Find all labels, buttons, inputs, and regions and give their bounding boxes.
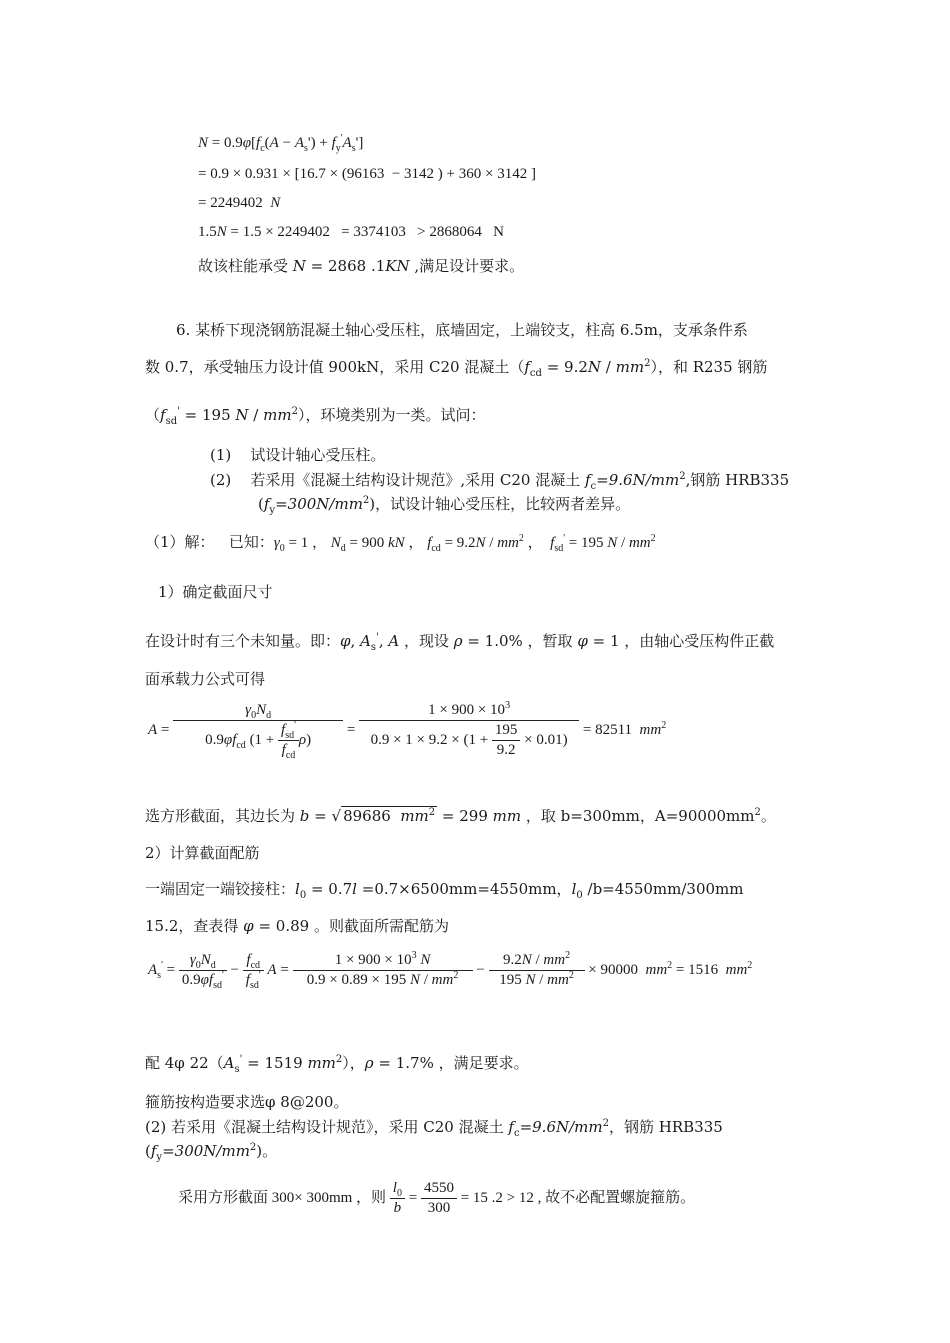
calc-line-3: = 2249402 N xyxy=(198,195,281,211)
text-side-length: 选方形截面，其边长为 b = √ 89686 $mm^2 = 299$ mm ，取 b=300mm，$A=90000mm^2$。 xyxy=(145,807,776,825)
calc-conclusion: 故该柱能承受 N = 2868 .1KN ,满足设计要求。 xyxy=(198,257,525,275)
step-2-heading: 2）计算截面配筋 xyxy=(145,844,260,862)
problem-line-3: （$f_{sd}' = 195$ N / $mm^2$），环境类别为一类。试问： xyxy=(145,406,486,427)
question-2: (2) 若采用《混凝土结构设计规范》,采用 C20 混凝土 $f_c=9.6N/mm^2$,钢筋 HRB335 xyxy=(210,471,790,492)
text-effective-length: 一端固定一端铰接柱：$l_0 = 0.7l =0.7\times 6500mm=4550mm$，$l_0$ /b=4550mm/300mm xyxy=(145,880,744,901)
text-formula-intro: 面承载力公式可得 xyxy=(145,670,266,688)
question-1-number: (1) xyxy=(210,446,232,464)
text-slenderness: 采用方形截面 300× 300mm ，则 $\frac{l_0}{b}$ = $\frac{4550}{300}$ = 15 .2 > 12 , 故不必配置螺旋箍筋。 xyxy=(178,1180,696,1216)
question-1 xyxy=(210,445,385,465)
calc-line-1: $N = 0.9\varphi[f_c(A - A_s') + f_y'A_s']$ xyxy=(198,133,364,154)
text-part-2: (2) 若采用《混凝土结构设计规范》，采用 C20 混凝土 $f_c=9.6N/mm^2$，钢筋 HRB335 xyxy=(145,1118,723,1139)
text-reinforcement: 配 4φ $22(A_s' = 1519$ $mm^2$），ρ = 1.7% ，满足要求。 xyxy=(145,1054,529,1075)
text-unknowns: 在设计时有三个未知量。即：φ, $A_s'$, A ，现设 ρ = 1.0% ，暂取 φ = 1 ，由轴心受压构件正截 xyxy=(145,632,775,653)
text-lookup: 15.2，查表得 φ = 0.89 。则截面所需配筋为 xyxy=(145,917,449,935)
calc-line-4: 1.5N = 1.5 × 2249402 = 3374103 > 2868064 N xyxy=(198,224,504,240)
solution-label: （1）解： xyxy=(145,533,215,551)
problem-line-1: 6. 某桥下现浇钢筋混凝土轴心受压柱，底墙固定，上端铰支，柱高 6.5m，支承条件系 xyxy=(176,321,748,339)
equation-steel-area: $A_s'$ = $\frac{\gamma_0N_d}{0.9\varphi f_{sd}'}$ − $\frac{f_{cd}}{f_{sd}'}$ A = $\frac{1 \times 900 \times 10^3 N}{0.9 \times 0.89 \times 195 N / mm^2}$ − $\frac{9.2N / mm^2}{195 N / mm^2}$ × 90000 $mm^2 = 1516$ $mm^2$ xyxy=(148,950,753,991)
equation-area: A = $\gamma_0N_d$ $0.9\varphi f_{cd}$ (1 + $\frac{f_{sd}'}{f_{cd}}$ ρ) = $1 \times 900 \times 10^3$ 0.9 × 1 × 9.2 × (1 + $\frac{195}{9.2}$ × 0.01) = 82511 $mm^2$ xyxy=(148,700,667,761)
step-1-heading: 1）确定截面尺寸 xyxy=(158,583,273,601)
question-2-line-2: $(f_y=300N/mm^2)$，试设计轴心受压柱，比较两者差异。 xyxy=(258,495,631,516)
question-1-text: 试设计轴心受压柱。 xyxy=(250,446,386,464)
text-part-2-line-2: $(f_y=300N/mm^2)$。 xyxy=(145,1142,278,1163)
known-prefix: 已知： xyxy=(228,533,274,551)
text-stirrups: 箍筋按构造要求选φ 8@200。 xyxy=(145,1093,349,1111)
calc-line-2: = 0.9 × 0.931 × [16.7 × (96163 − 3142 ) + 360 × 3142 ] xyxy=(198,166,536,182)
solution-known: （1）解： 已知：$\gamma_0 = 1$ ， $N_d = 900$ kN ， $f_{cd} = 9.2N / mm^2$ ， $f_{sd}' = 195$ N / $mm^2$ xyxy=(145,533,656,554)
problem-line-2: 数 0.7，承受轴压力设计值 900kN，采用 C20 混凝土$(f_{cd} = 9.2N / mm^2)$，和 R235 钢筋 xyxy=(145,358,768,379)
